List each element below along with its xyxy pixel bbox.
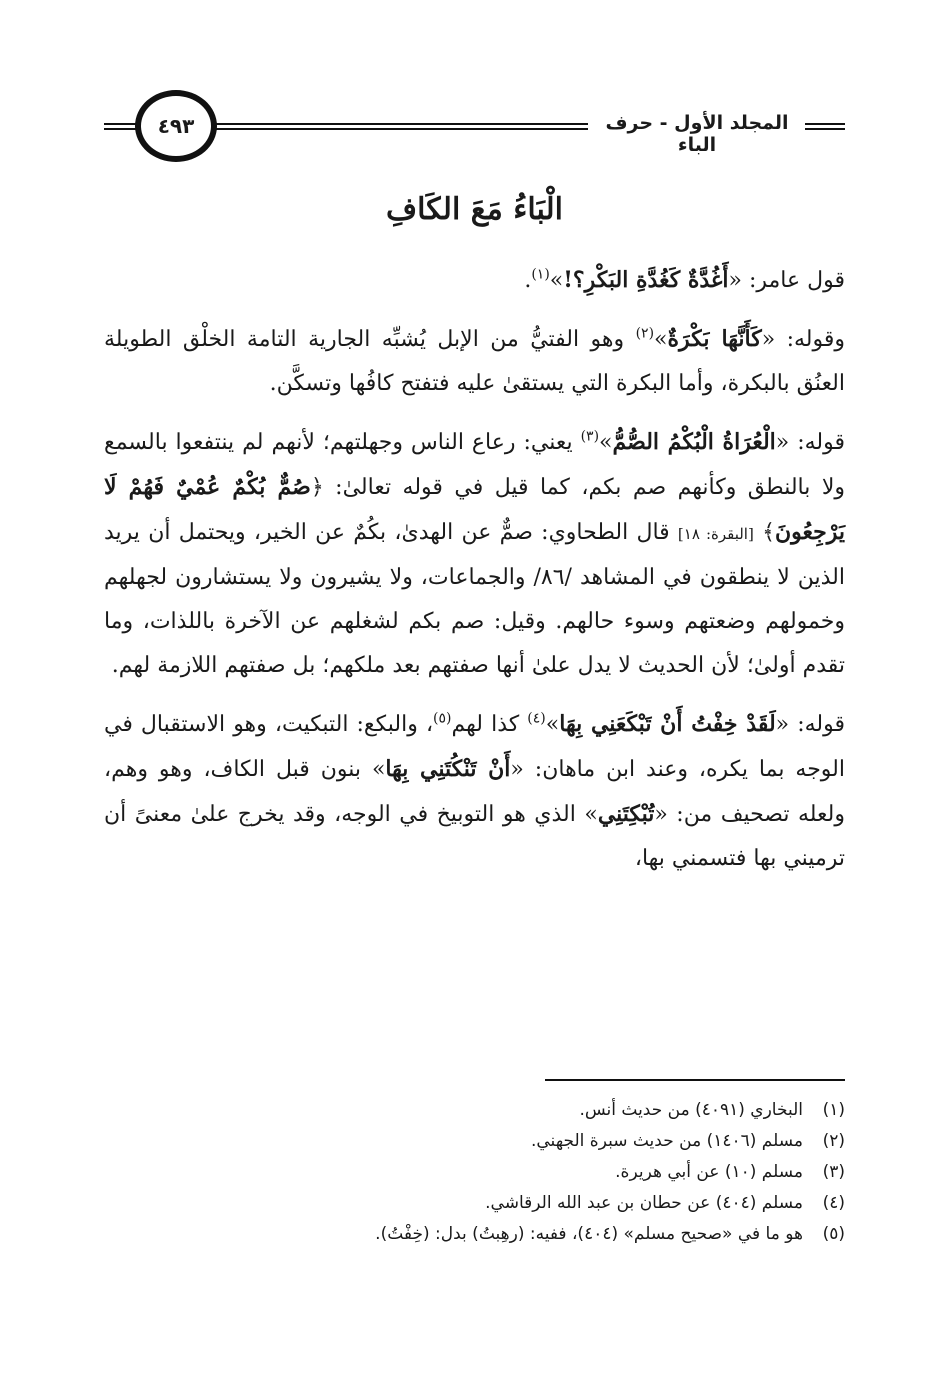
footnote-marker-5[interactable]: (٥) (433, 710, 452, 727)
p4-text-2: ، والبكع: التبكيت، وهو الاستقبال في الوجه بما يكره، وعند ابن ماهان: « (104, 712, 845, 782)
p4-after-quote: » (545, 712, 560, 737)
footnote-marker-2[interactable]: (٢) (635, 325, 655, 342)
footnote-number: (٥) (822, 1224, 845, 1244)
running-title: المجلد الأول - حرف الباء (605, 112, 789, 156)
footnote-text: مسلم (١٠) عن أبي هريرة. (615, 1162, 803, 1182)
footnote-text: هو ما في «صحيح مسلم» (٤٠٤)، ففيه: (رهِبتُ) بدل: (خِفْتُ). (375, 1224, 803, 1244)
footnote-marker-3[interactable]: (٣) (580, 428, 600, 445)
page-number-badge (135, 90, 217, 162)
paragraph-2 (104, 317, 845, 406)
footnote-text: مسلم (٤٠٤) عن حطان بن عبد الله الرقاشي. (485, 1193, 803, 1213)
verse-reference: [البقرة: ١٨] (677, 525, 754, 543)
p3-text-3: قال الطحاوي: صمٌّ عن الهدىٰ، بكُمٌ عن الخير، ويحتمل أن يريد الذين لا ينطقون في المشاهد /٨٦/ والجماعات، ولا يشيرون ولا يستشارون لجهلهم وخمولهم وضعتهم وسوء حالهم. وقيل: صم بكم لشغلهم عن الآخرة باللذات، وما تقدم أولىٰ؛ لأن الحديث لا يدل علىٰ أنها صفتهم بعد ملكهم؛ بل صفتهم اللازمة لهم. (104, 520, 845, 678)
footnote-2 (104, 1126, 845, 1157)
footnote-marker-1[interactable]: (١) (531, 266, 550, 283)
p1-tail: . (524, 268, 532, 293)
p1-quote: أَغُدَّةٌ كَغُدَّةِ البَكْرِ؟! (563, 267, 729, 293)
p2-quote: كَأَنَّهَا بَكْرَةٌ (667, 326, 762, 352)
p2-lead: وقوله: « (761, 327, 846, 352)
p3-after-quote: » (599, 430, 613, 455)
p4-lead: قوله: « (775, 712, 845, 737)
p3-lead: قوله: « (775, 430, 845, 455)
footnotes (104, 1095, 845, 1250)
footnote-number: (٢) (822, 1131, 845, 1151)
p4-text-3: » بنون قبل الكاف، وهو وهم، ولعله تصحيف من: « (104, 757, 846, 827)
chapter-title: الْبَاءُ مَعَ الكَافِ (386, 192, 563, 227)
footnote-marker-4[interactable]: (٤) (527, 710, 546, 727)
paragraph-3 (104, 420, 845, 688)
footnote-text: البخاري (٤٠٩١) من حديث أنس. (579, 1100, 803, 1120)
p4-quote-2: أَنْ تَنْكُتَنِي بِهَا (385, 756, 511, 782)
p3-quote: الْعُرَاةُ الْبُكْمُ الصُّمُّ (612, 429, 776, 455)
p3-text-2: ﴾ (753, 520, 775, 545)
footnote-number: (٤) (822, 1193, 845, 1213)
p2-after-quote: » (654, 327, 668, 352)
footnote-text: مسلم (١٤٠٦) من حديث سبرة الجهني. (530, 1131, 803, 1151)
p4-quote-3: تُبْكِتَنِي (597, 801, 655, 827)
footnote-5 (104, 1219, 845, 1250)
main-text (104, 258, 845, 895)
footnote-3 (104, 1157, 845, 1188)
header-rule-right (805, 123, 845, 130)
footnote-1 (104, 1095, 845, 1126)
paragraph-1 (104, 258, 845, 303)
p3-text-1: يعني: رعاع الناس وجهلتهم؛ لأنهم لم ينتفعوا بالسمع ولا بالنطق وكأنهم صم بكم، كما قيل في قوله تعالىٰ: ﴿ (104, 430, 846, 500)
p2-text: وهو الفتيُّ من الإبل يُشبِّه الجارية التامة الخلْق الطويلة العنُق بالبكرة، وأما البكرة التي يستقىٰ عليه فتفتح كافُها وتسكَّن. (104, 327, 845, 396)
p1-lead: قول عامر: « (728, 268, 845, 293)
p1-after-quote: » (549, 268, 564, 293)
p4-text-1: كذا لهم (451, 712, 528, 737)
p4-text-4: » الذي هو التوبيخ في الوجه، وقد يخرج علىٰ معنىً أن ترميني بها فتسمني بها، (104, 802, 845, 871)
footnote-4 (104, 1188, 845, 1219)
footnote-separator (545, 1079, 845, 1081)
footnote-number: (٣) (822, 1162, 845, 1182)
footnote-number: (١) (822, 1100, 845, 1120)
p4-quote: لَقَدْ خِفْتُ أَنْ تَبْكَعَنِي بِهَا (559, 711, 776, 737)
page-number: ٤٩٣ (157, 114, 195, 138)
header-rule-middle (210, 123, 588, 130)
paragraph-4 (104, 702, 845, 881)
quran-verse: صُمٌّ بُكْمٌ عُمْيٌ فَهُمْ لَا يَرْجِعُونَ (104, 474, 845, 545)
